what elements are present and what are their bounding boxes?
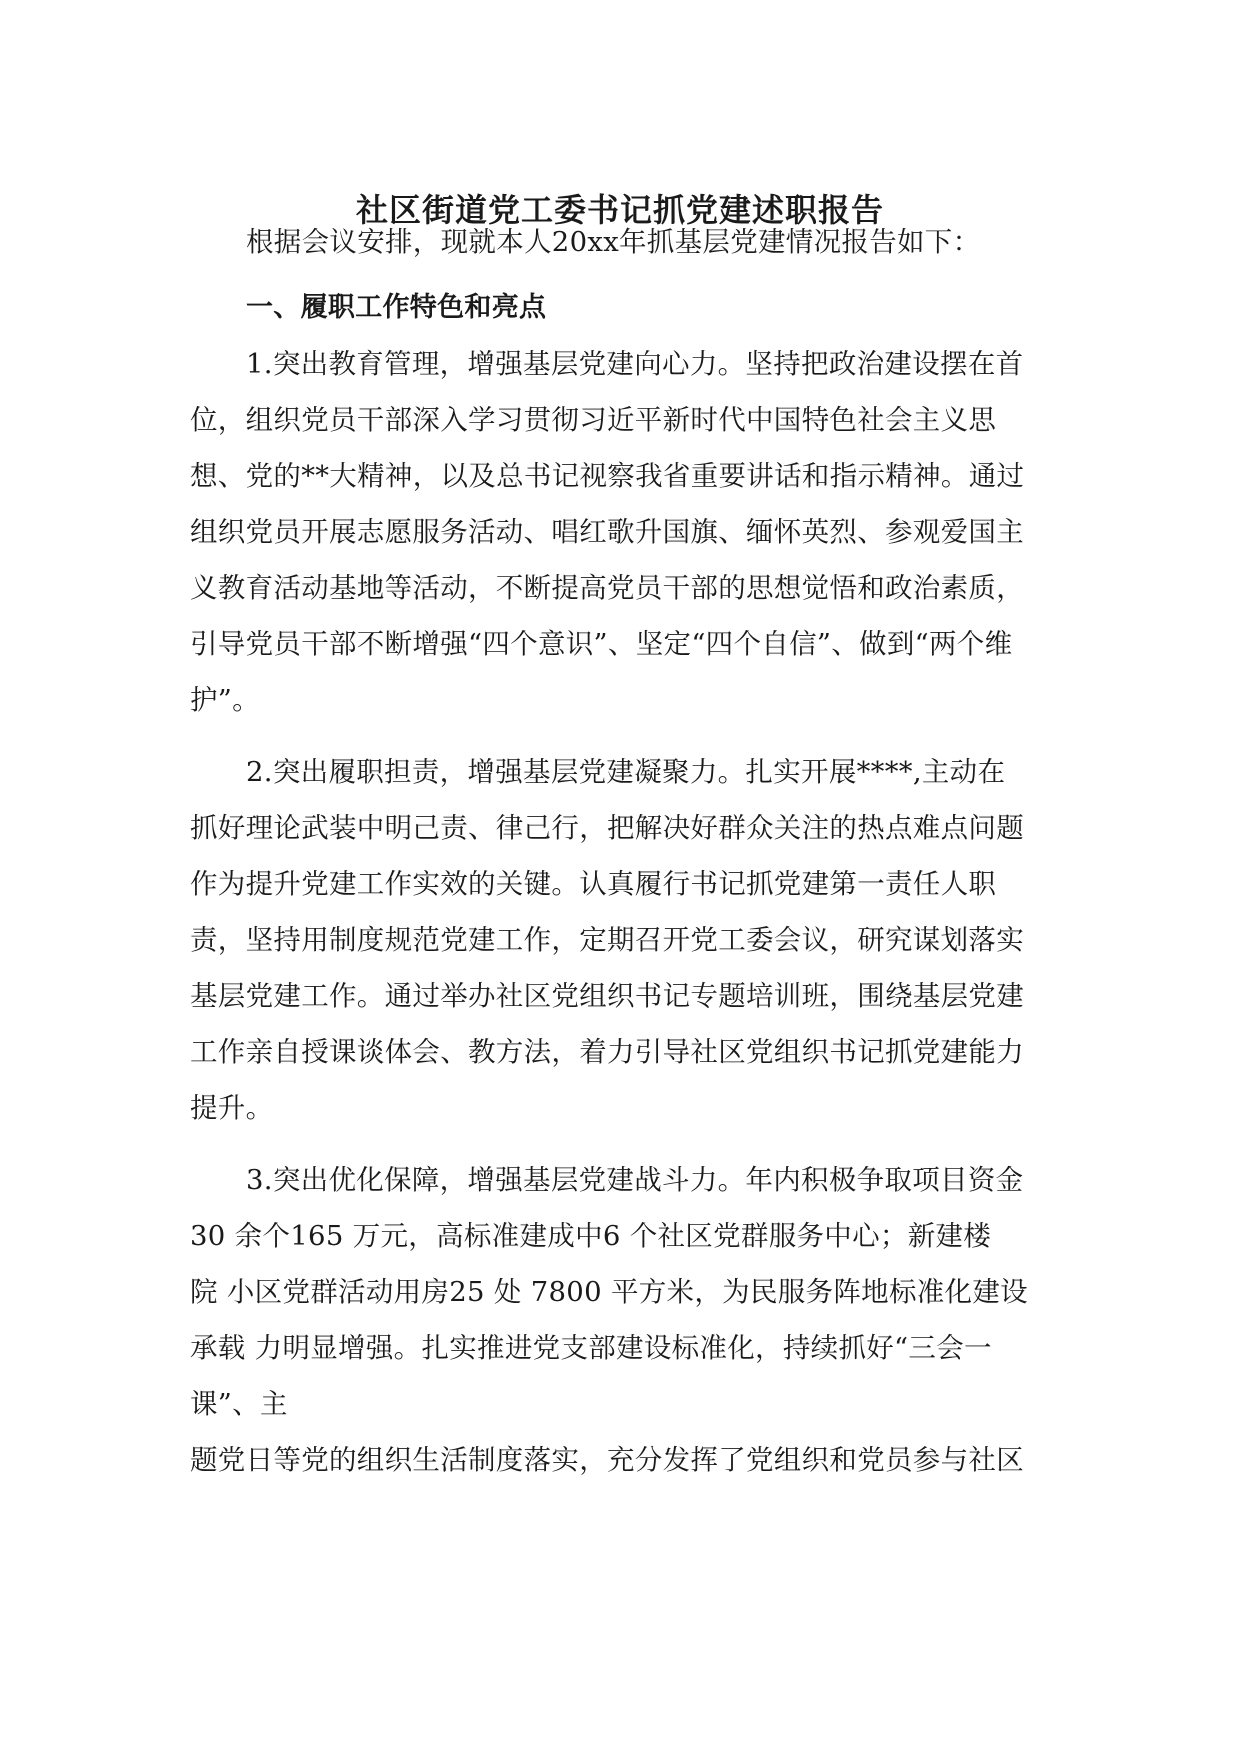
paragraph-line: 提升。 <box>190 1092 274 1124</box>
paragraph-line: 基层党建工作。通过举办社区党组织书记专题培训班，围绕基层党建 <box>190 980 1024 1012</box>
paragraph-line: 护”。 <box>190 684 260 716</box>
paragraph-line: 3.突出优化保障，增强基层党建战斗力。年内积极争取项目资金 <box>246 1164 1024 1196</box>
paragraph-line: 1.突出教育管理，增强基层党建向心力。坚持把政治建设摆在首 <box>246 348 1024 380</box>
paragraph-line: 位，组织党员干部深入学习贯彻习近平新时代中国特色社会主义思 <box>190 404 997 436</box>
paragraph-line: 30 余个165 万元，高标准建成中6 个社区党群服务中心；新建楼 <box>190 1220 992 1252</box>
paragraph-line: 引导党员干部不断增强“四个意识”、坚定“四个自信”、做到“两个维 <box>190 628 1013 660</box>
paragraph-line: 2.突出履职担责，增强基层党建凝聚力。扎实开展****,主动在 <box>246 756 1006 788</box>
paragraph-line: 组织党员开展志愿服务活动、唱红歌升国旗、缅怀英烈、参观爱国主 <box>190 516 1024 548</box>
document-title: 社区街道党工委书记抓党建述职报告 <box>355 191 884 229</box>
paragraph-line: 抓好理论武装中明己责、律己行，把解决好群众关注的热点难点问题 <box>190 812 1024 844</box>
paragraph-line: 责，坚持用制度规范党建工作，定期召开党工委会议，研究谋划落实 <box>190 924 1024 956</box>
paragraph-line: 义教育活动基地等活动，不断提高党员干部的思想觉悟和政治素质， <box>190 572 1024 604</box>
paragraph-line: 题党日等党的组织生活制度落实，充分发挥了党组织和党员参与社区 <box>190 1444 1024 1476</box>
paragraph-line: 工作亲自授课谈体会、教方法，着力引导社区党组织书记抓党建能力 <box>190 1036 1024 1068</box>
paragraph-line: 课”、主 <box>190 1388 288 1420</box>
paragraph-line: 作为提升党建工作实效的关键。认真履行书记抓党建第一责任人职 <box>190 868 997 900</box>
paragraph-line: 想、党的**大精神，以及总书记视察我省重要讲话和指示精神。通过 <box>190 460 1025 492</box>
paragraph-line: 院 小区党群活动用房25 处 7800 平方米，为民服务阵地标准化建设 <box>190 1276 1028 1308</box>
intro-line: 根据会议安排，现就本人20xx年抓基层党建情况报告如下： <box>246 226 981 258</box>
section-heading: 一、履职工作特色和亮点 <box>246 292 547 323</box>
paragraph-line: 承载 力明显增强。扎实推进党支部建设标准化，持续抓好“三会一 <box>190 1332 992 1364</box>
